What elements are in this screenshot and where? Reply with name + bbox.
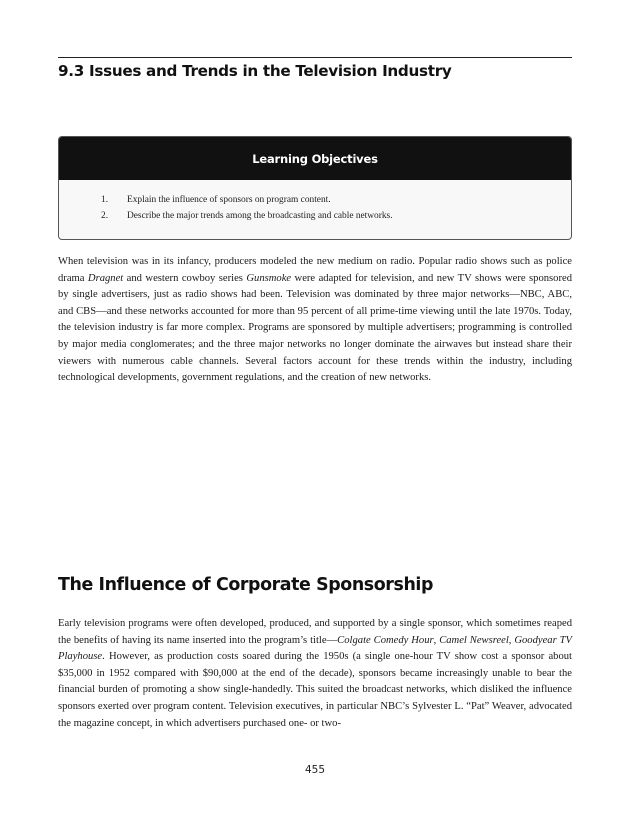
text-run: Early television programs were often developed, produced, and supported by a single sponsor, which sometimes reaped the benefits of having its name inserted into the program’s title—: [58, 618, 572, 646]
page-number: 455: [304, 764, 326, 776]
show-title: Goodyear TV Playhouse: [58, 634, 572, 663]
text-run: ,: [433, 634, 440, 646]
list-item-number: 2.: [101, 211, 109, 221]
list-item-text: Describe the major trends among the broadcasting and cable networks.: [127, 211, 393, 221]
text-run: . However, as production costs soared during the 1950s (a single one-hour TV show cost a sponsor about $35,000 in 1952 compared with $90,000 at the end of the decade), sponsors became increasingly unable to bear the financial burden of promoting a show single-handedly. This suited the broadcast networks, which disliked the influence sponsors exerted over program content. Television executives, in particular NBC’s Sylvester L. “Pat” Weaver, advocated the magazine concept, in which advertisers purchased one- or two-: [58, 651, 572, 729]
list-item-number: 1.: [101, 195, 109, 205]
list-item: [101, 211, 393, 221]
text-run: and western cowboy series: [123, 272, 247, 284]
sponsorship-paragraph: [58, 616, 572, 732]
text-run: When television was in its infancy, producers modeled the new medium on radio. Popular radio shows such as police drama: [58, 256, 572, 284]
show-title: Gunsmoke: [246, 272, 292, 284]
text-run: were adapted for television, and new TV shows were sponsored by single advertisers, just as radio shows had been. Television was dominated by three major networks—NBC, ABC, and CBS—and these networks accounted for more than 95 percent of all prime-time viewing until the late 1970s. Today, the television industry is far more complex. Programs are sponsored by multiple advertisers; programming is controlled by major media conglomerates; and the three major networks no longer dominate the airwaves but instead share their viewers with numerous cable channels. Several factors account for these trends within the industry, including technological developments, government regulations, and the creation of new networks.: [58, 272, 572, 384]
show-title: Dragnet: [87, 272, 124, 284]
section-title: 9.3 Issues and Trends in the Television Industry: [58, 62, 452, 80]
show-title: Colgate Comedy Hour: [337, 634, 434, 646]
learning-objectives-box: [58, 136, 572, 240]
subsection-title: The Influence of Corporate Sponsorship: [58, 575, 434, 595]
show-title: Camel Newsreel: [439, 634, 509, 646]
intro-paragraph: [58, 254, 572, 387]
list-item-text: Explain the influence of sponsors on program content.: [127, 195, 331, 205]
text-run: ,: [508, 634, 515, 646]
top-rule: [58, 57, 572, 58]
list-item: [101, 195, 331, 205]
learning-objectives-header: Learning Objectives: [59, 137, 571, 180]
